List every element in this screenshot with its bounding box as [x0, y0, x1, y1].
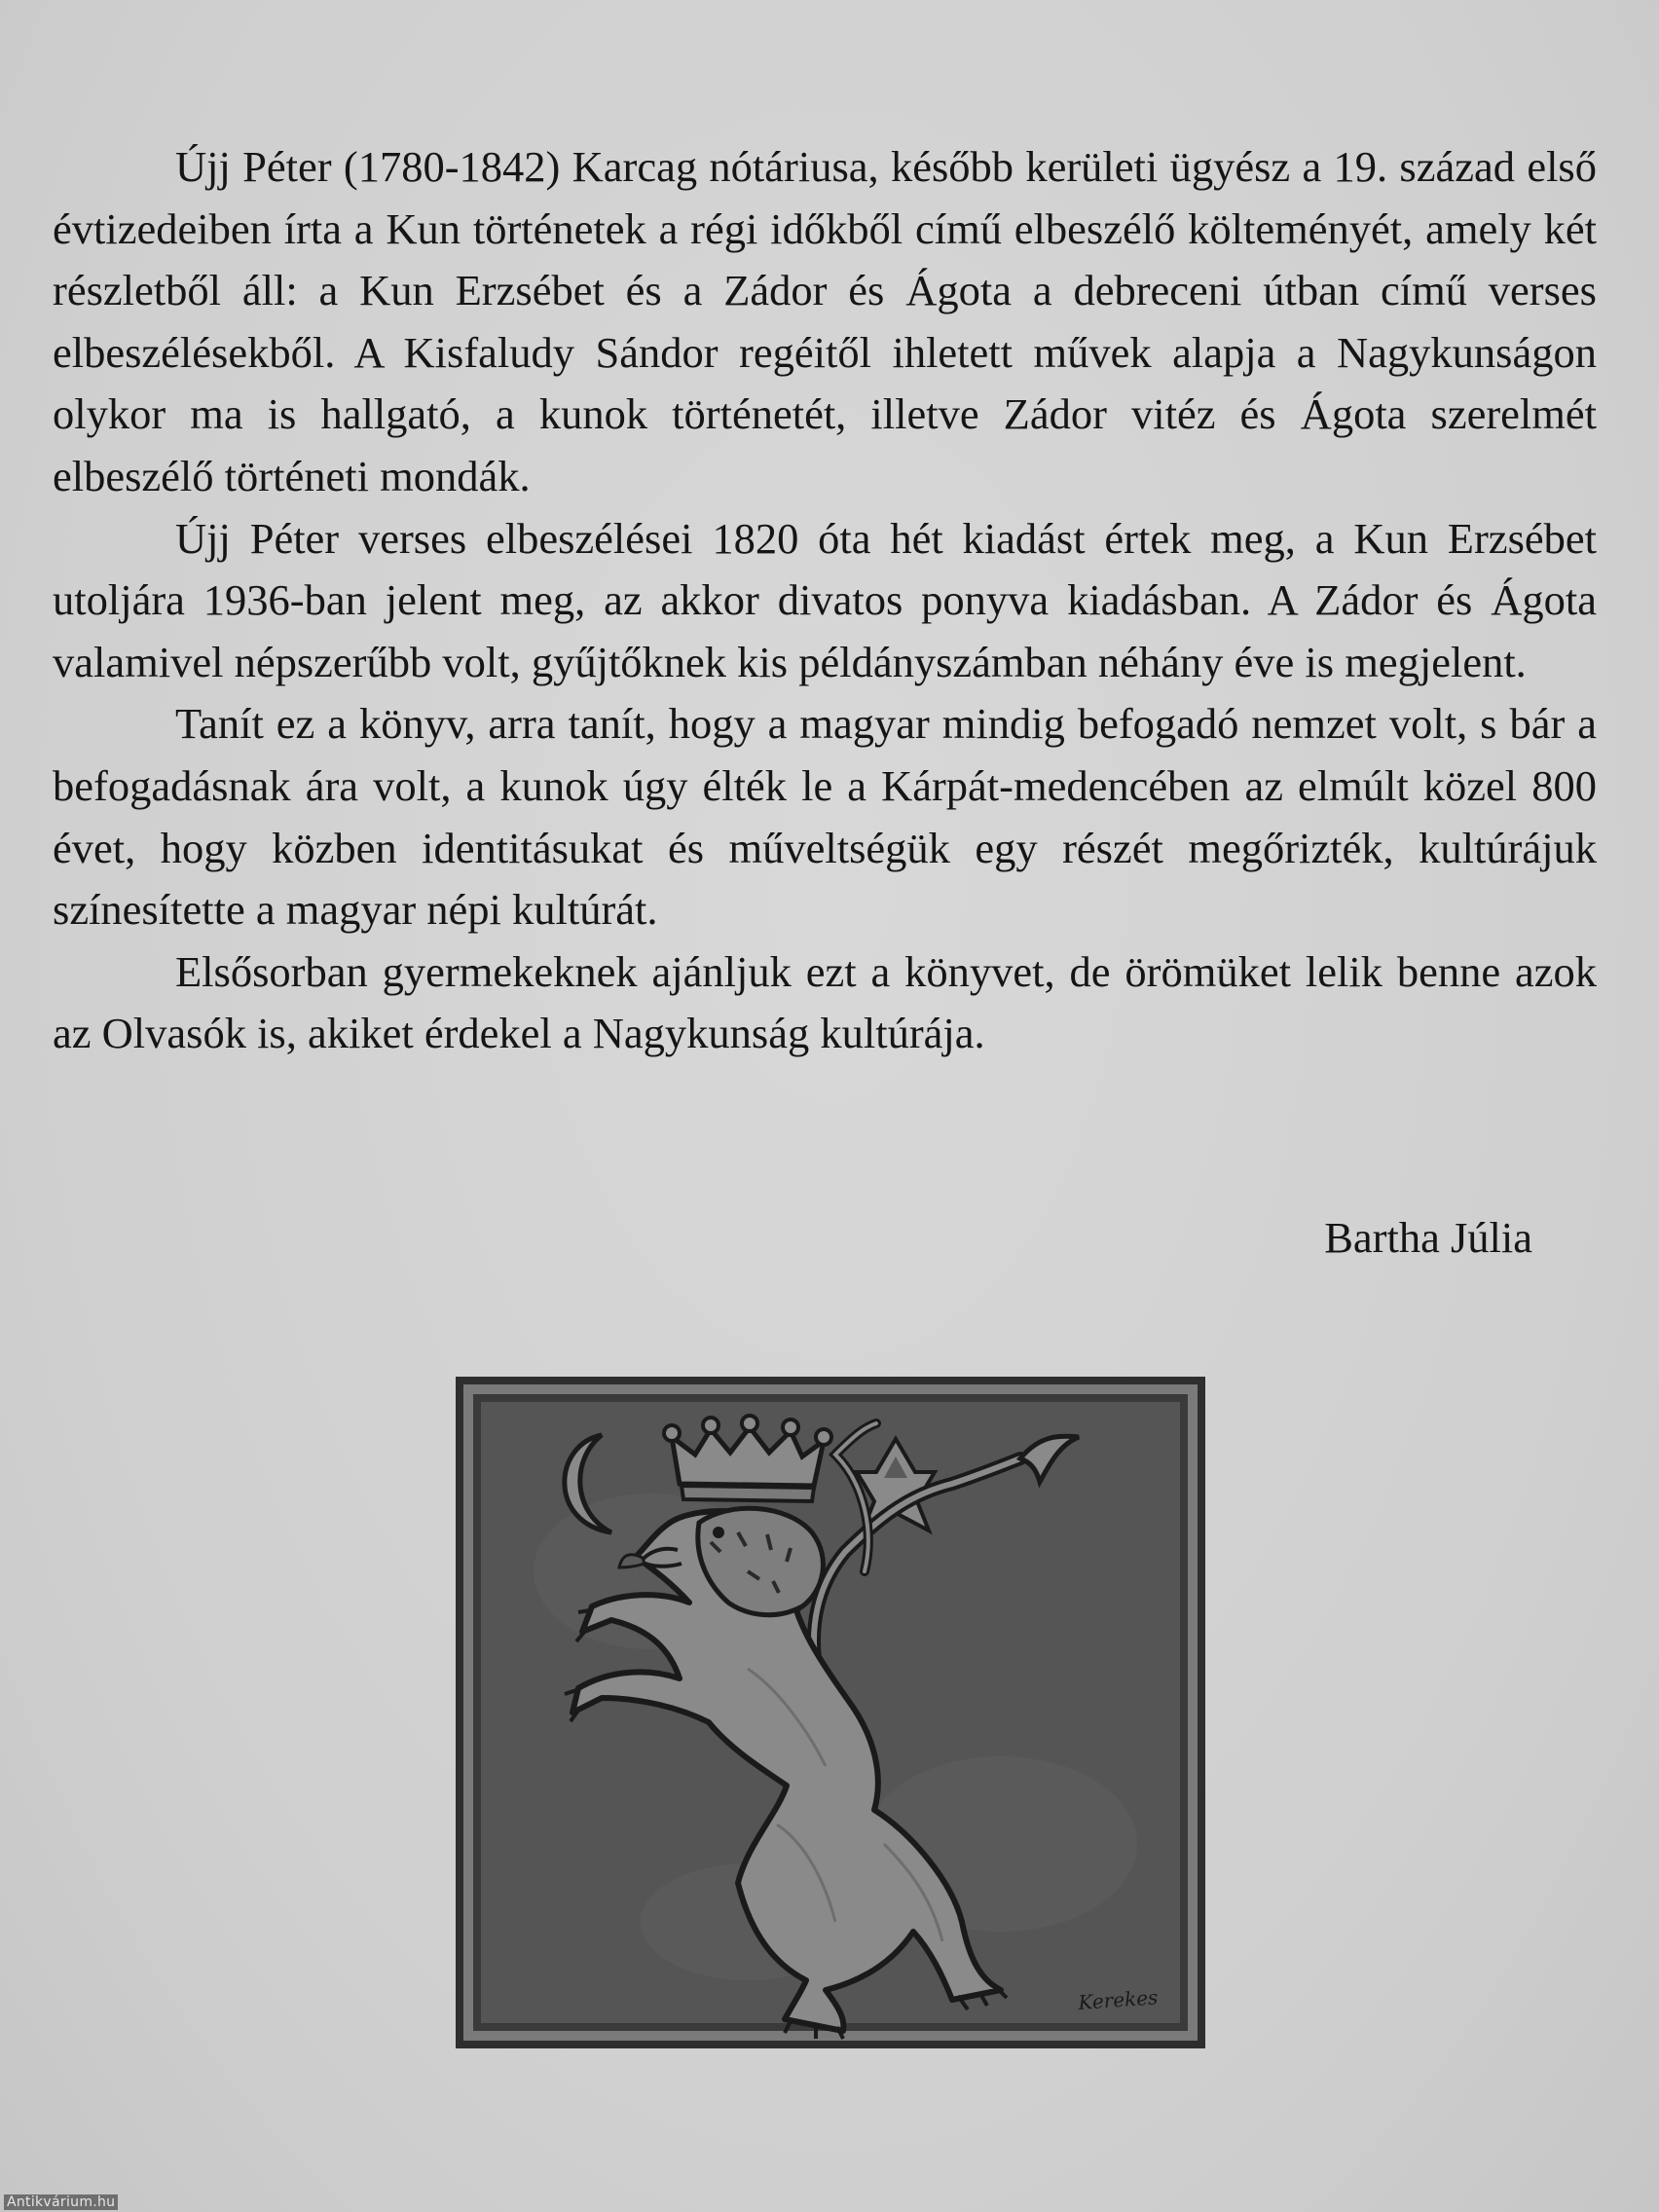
- lion-tongue: [619, 1555, 645, 1567]
- author-signature: Bartha Júlia: [1324, 1213, 1532, 1262]
- paragraph-1: Újj Péter (1780-1842) Karcag nótáriusa, később kerületi ügyész a 19. század első évtizedeiben írta a Kun történetek a régi időkből című elbeszélő költeményét, amely két részletből áll: a Kun Erzsébet és a Zádor és Ágota a debreceni útban című verses elbeszélésekből. A Kisfaludy Sándor regéitől ihletett művek alapja a Nagykunságon olykor ma is hallgató, a kunok történetét, illetve Zádor vitéz és Ágota szerelmét elbeszélő történeti mondák.: [53, 142, 1597, 500]
- paragraph-3: Tanít ez a könyv, arra tanít, hogy a magyar mindig befogadó nemzet volt, s bár a befogadásnak ára volt, a kunok úgy élték le a Kárpát-medencében az elmúlt közel 800 évet, hogy közben identitásukat és műveltségük egy részét megőrizték, kultúrájuk színesítette a magyar népi kultúrát.: [53, 699, 1597, 935]
- paragraph-4: Elsősorban gyermekeknek ajánljuk ezt a könyvet, de örömüket lelik benne azok az Olvasók is, akiket érdekel a Nagykunság kultúrája.: [53, 946, 1597, 1058]
- paragraph-2: Újj Péter verses elbeszélései 1820 óta hét kiadást értek meg, a Kun Erzsébet utoljára 1936-ban jelent meg, az akkor divatos ponyva kiadásban. A Zádor és Ágota valamivel népszerűbb volt, gyűjtőknek kis példányszámban néhány éve is megjelent.: [53, 513, 1597, 686]
- artist-signature: Kerekes: [1077, 1985, 1160, 2014]
- body-text: [53, 136, 1597, 1065]
- watermark: Antikvárium.hu: [4, 2194, 118, 2210]
- lion-crest-icon: [456, 1377, 1205, 2048]
